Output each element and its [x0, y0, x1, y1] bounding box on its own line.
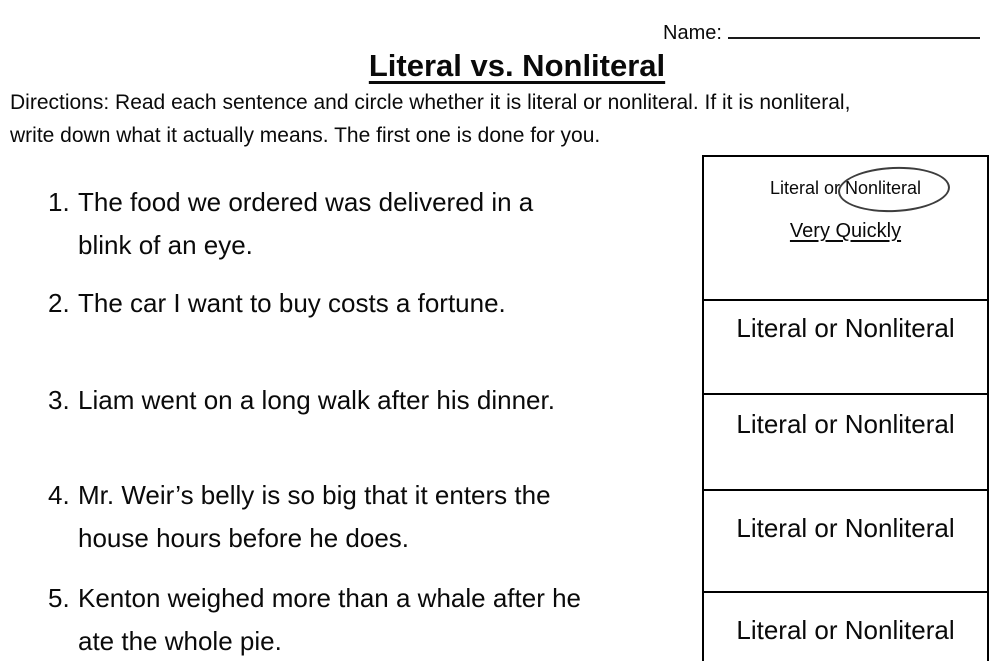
nonliteral-option-label: Nonliteral	[845, 178, 922, 198]
answer-box-4	[704, 489, 987, 591]
written-answer[interactable]: Very Quickly	[789, 220, 902, 242]
question-line: Liam went on a long walk after his dinner.	[78, 385, 555, 415]
answer-box-3	[704, 393, 987, 489]
question-text	[78, 282, 506, 325]
question-line: The car I want to buy costs a fortune.	[78, 288, 506, 318]
answer-box-2	[704, 299, 987, 393]
question-line: blink of an eye.	[78, 230, 253, 260]
question-number: 2.	[48, 288, 70, 318]
answer-box-5	[704, 591, 987, 661]
question-number: 4.	[48, 480, 70, 510]
question-item-3	[48, 379, 698, 422]
question-line: The food we ordered was delivered in a	[78, 187, 534, 217]
directions	[10, 86, 1002, 152]
question-text	[78, 181, 533, 267]
options-prefix[interactable]: Literal or	[769, 178, 840, 198]
question-item-4	[48, 474, 698, 560]
question-text	[78, 474, 551, 560]
question-text	[78, 577, 581, 661]
answer-options[interactable]: Literal or Nonliteral	[736, 313, 955, 343]
answer-options[interactable]: Literal or Nonliteral	[736, 513, 955, 543]
name-label: Name:	[663, 22, 722, 44]
question-line: ate the whole pie.	[78, 626, 282, 656]
question-item-5	[48, 577, 698, 661]
name-input-line[interactable]	[728, 17, 980, 39]
answer-table	[702, 155, 989, 661]
directions-line-1: Directions: Read each sentence and circle whether it is literal or nonliteral. If it is nonliteral,	[10, 91, 851, 114]
question-number: 5.	[48, 583, 70, 613]
question-text	[78, 379, 555, 422]
directions-line-2: write down what it actually means. The first one is done for you.	[10, 124, 601, 147]
question-item-1	[48, 181, 698, 267]
answer-options[interactable]: Literal or Nonliteral	[736, 615, 955, 645]
name-field	[663, 17, 980, 45]
question-item-2	[48, 282, 698, 325]
question-number: 1.	[48, 187, 70, 217]
page-title: Literal vs. Nonliteral	[368, 48, 666, 83]
answer-box-1	[704, 178, 987, 299]
question-line: house hours before he does.	[78, 523, 410, 553]
question-number: 3.	[48, 385, 70, 415]
question-line: Mr. Weir’s belly is so big that it enters the	[78, 480, 551, 510]
question-line: Kenton weighed more than a whale after he	[78, 583, 582, 613]
answer-options-example	[704, 178, 987, 199]
circled-nonliteral-option[interactable]	[845, 178, 921, 199]
answer-options[interactable]: Literal or Nonliteral	[736, 409, 955, 439]
